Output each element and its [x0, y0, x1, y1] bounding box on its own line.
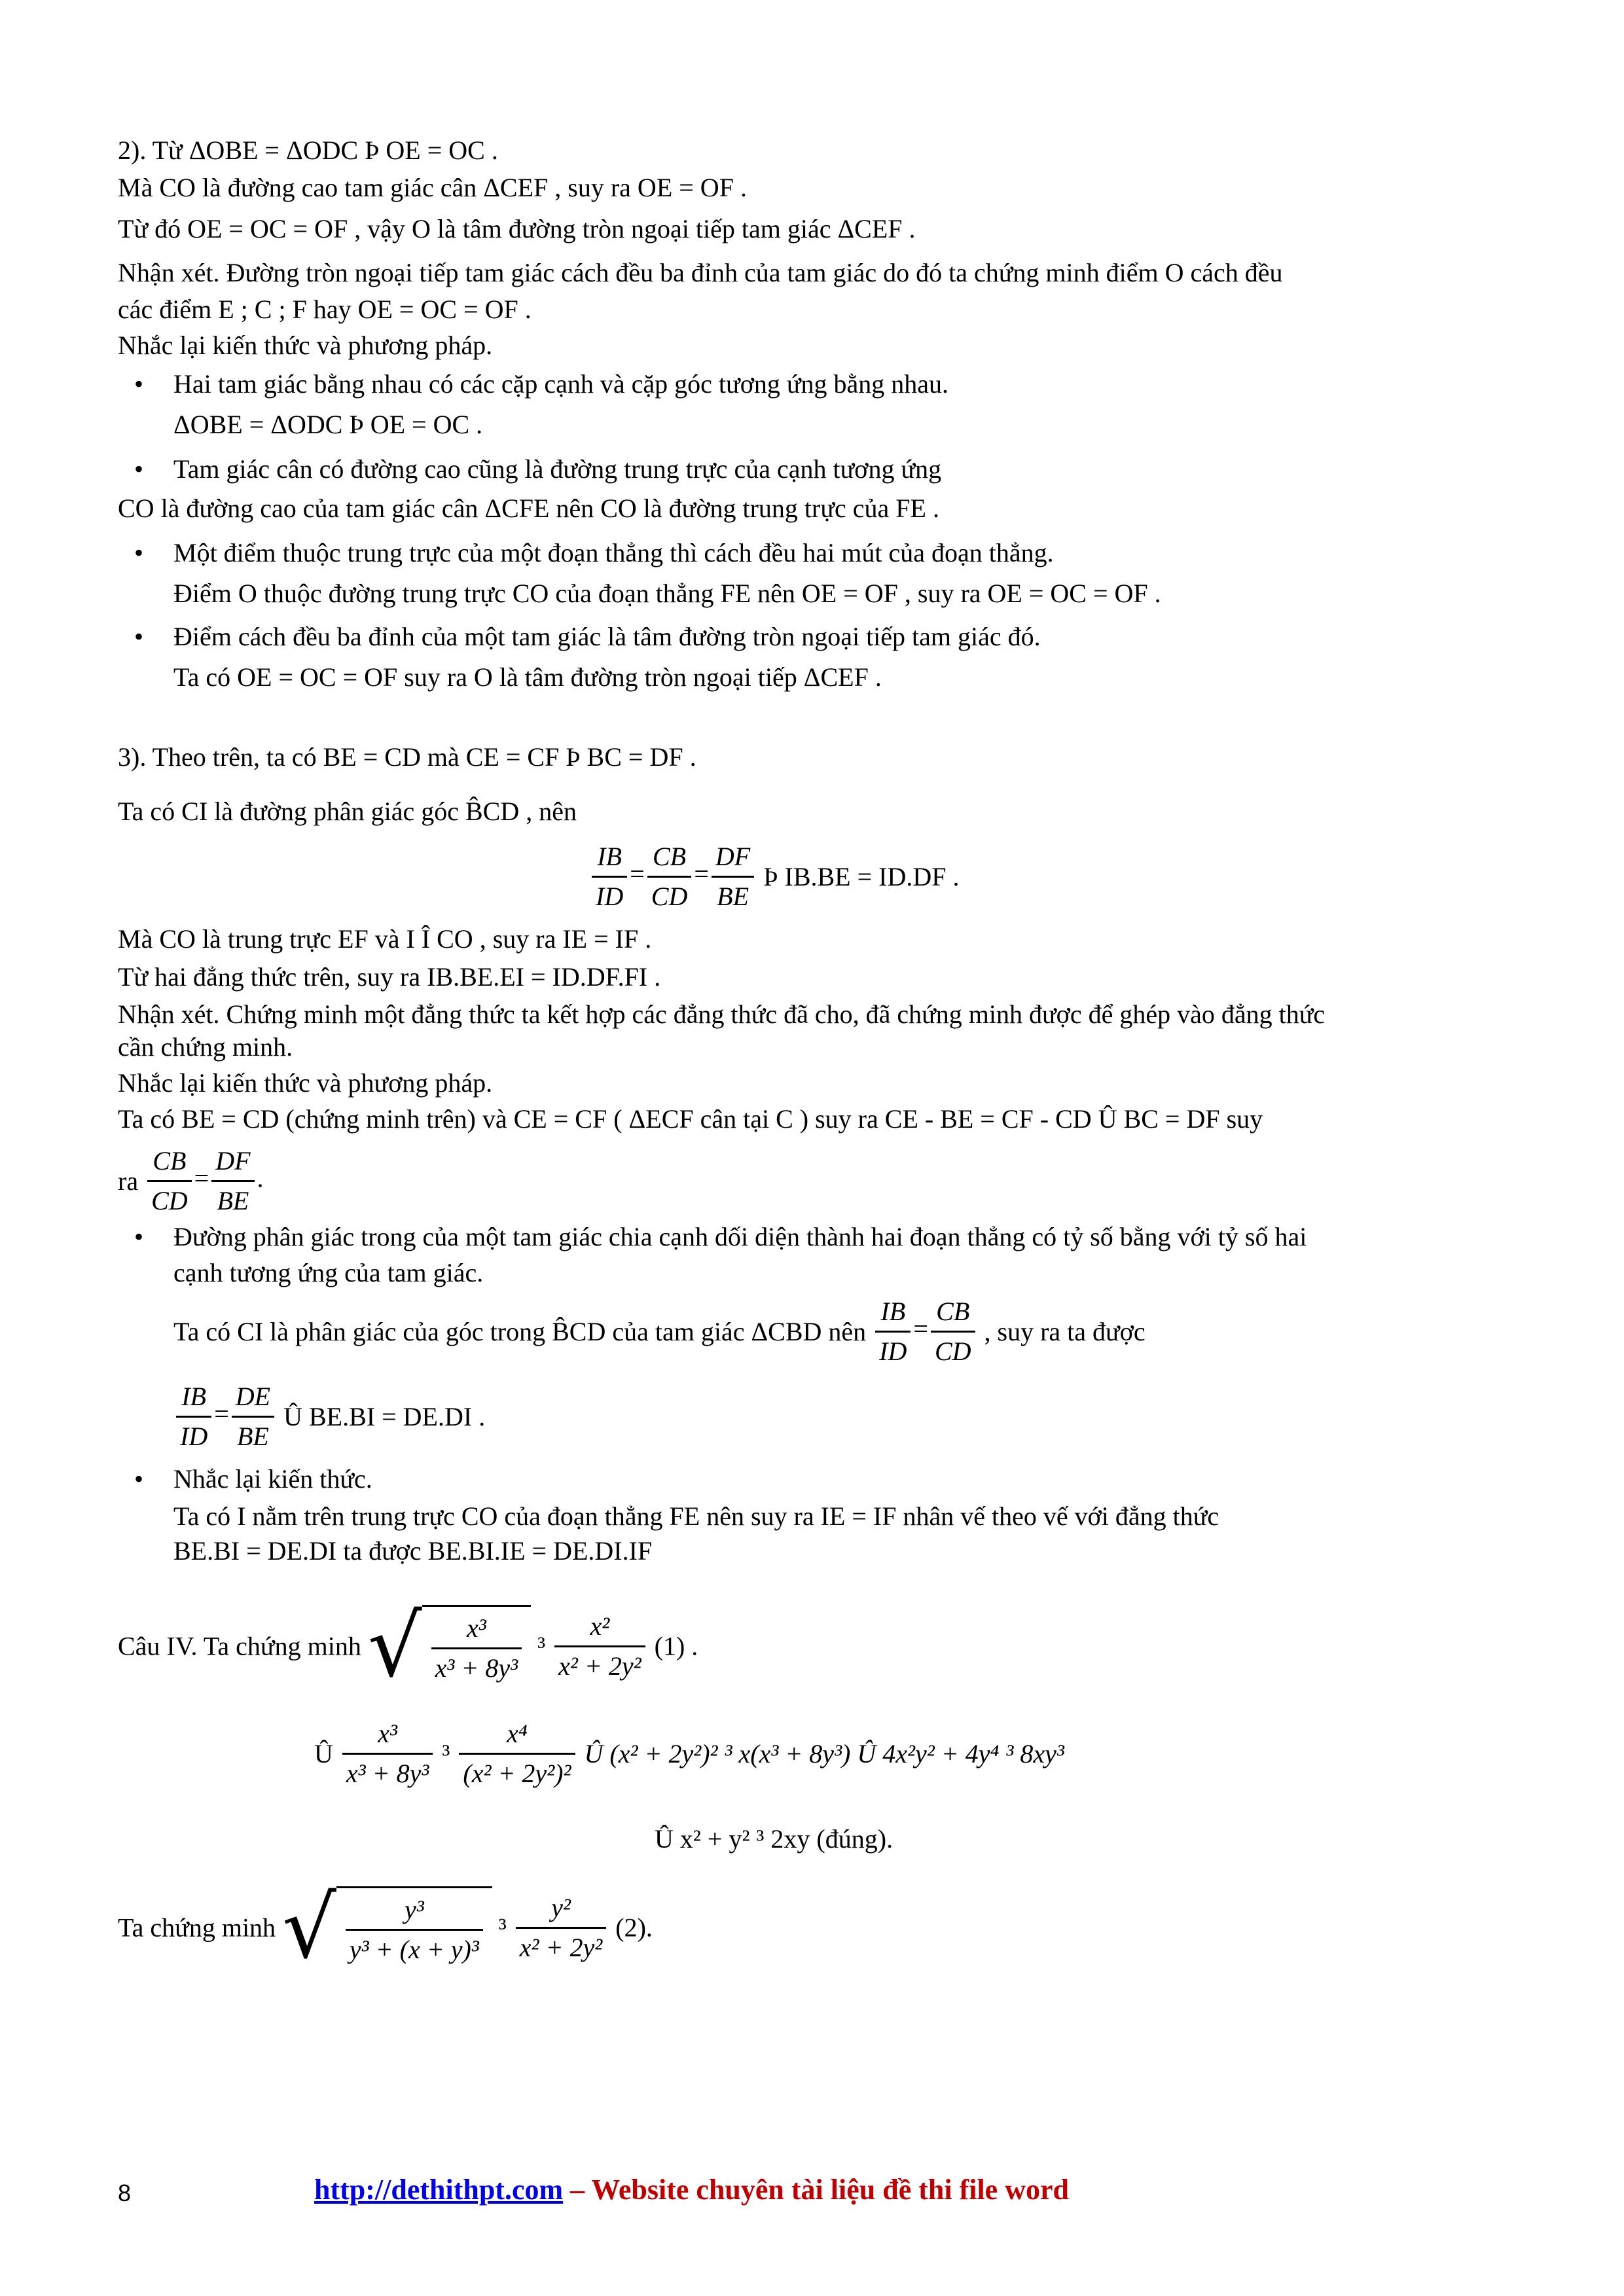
text-line: Nhắc lại kiến thức và phương pháp. [118, 331, 493, 360]
text-line: Điểm cách đều ba đỉnh của một tam giác là tâm đường tròn ngoại tiếp tam giác đó. [173, 622, 1041, 651]
equation-line: Câu IV. Ta chứng minh √ $\frac{\text{x³}}{\text{x³ + 8y³}}$ ³ $\frac{\text{x²}}{\text{x² + 2y²}}$ (1) . [118, 1596, 698, 1696]
text-line: Từ hai đẳng thức trên, suy ra IB.BE.EI = ID.DF.FI . [118, 962, 661, 992]
text-line: CO là đường cao của tam giác cân ΔCFE nên CO là đường trung trực của FE . [118, 493, 939, 523]
text-line: Nhắc lại kiến thức và phương pháp. [118, 1068, 493, 1098]
bullet-icon: • [134, 1222, 144, 1251]
text-line: Đường phân giác trong của một tam giác chia cạnh dối diện thành hai đoạn thẳng có tỷ số bằng với tỷ số hai [173, 1222, 1307, 1251]
text-line: cạnh tương ứng của tam giác. [173, 1258, 484, 1287]
text-line: cần chứng minh. [118, 1032, 293, 1062]
bullet-icon: • [134, 454, 144, 484]
text-line: Û x² + y² ³ 2xy (đúng). [655, 1824, 893, 1854]
text-line: 3). Theo trên, ta có BE = CD mà CE = CF Þ BC = DF . [118, 742, 696, 772]
equation-line: $\frac{IB}{ID}$ = $\frac{DE}{BE}$ Û BE.BI = DE.DI . [173, 1378, 485, 1456]
footer-tagline: – Website chuyên tài liệu đề thi file word [563, 2174, 1069, 2206]
text-line: Nhận xét. Chứng minh một đẳng thức ta kết hợp các đẳng thức đã cho, đã chứng minh được để ghép vào đẳng thức [118, 999, 1326, 1029]
text-line: Nhắc lại kiến thức. [173, 1464, 372, 1494]
text-line: Ta có I nằm trên trung trực CO của đoạn thẳng FE nên suy ra IE = IF nhân vế theo vế với đẳng thức [173, 1501, 1219, 1531]
bullet-icon: • [134, 369, 144, 399]
equation-ratio: $\frac{IB}{ID}$ = $\frac{CB}{CD}$ = $\frac{DF}{BE}$ Þ IB.BE = ID.DF . [589, 838, 960, 916]
equation-line: Û $\frac{\text{x³}}{\text{x³ + 8y³}}$ ³ $\frac{\text{x⁴}}{\text{(x² + 2y²)²}}$ Û (x² + 2y²)² ³ x(x³ + 8y³) Û 4x²y² + 4y⁴ ³ 8xy³ [314, 1715, 1064, 1793]
text-line: 2). Từ ΔOBE = ΔODC Þ OE = OC . [118, 135, 498, 165]
text-line: Tam giác cân có đường cao cũng là đường trung trực của cạnh tương ứng [173, 454, 942, 484]
text-line: các điểm E ; C ; F hay OE = OC = OF . [118, 295, 532, 324]
text-line: BE.BI = DE.DI ta được BE.BI.IE = DE.DI.IF [173, 1536, 653, 1566]
text-line: Từ đó OE = OC = OF , vậy O là tâm đường tròn ngoại tiếp tam giác ΔCEF . [118, 214, 916, 243]
text-line: ΔOBE = ΔODC Þ OE = OC . [173, 410, 483, 439]
equation-ratio: ra $\frac{CB}{CD}$ = $\frac{DF}{BE}$ . [118, 1142, 264, 1220]
text-line: Mà CO là trung trực EF và I Î CO , suy ra IE = IF . [118, 924, 652, 954]
text-line: Nhận xét. Đường tròn ngoại tiếp tam giác cách đều ba đỉnh của tam giác do đó ta chứng minh điểm O cách đều [118, 258, 1283, 287]
text-line: Ta có OE = OC = OF suy ra O là tâm đường tròn ngoại tiếp ΔCEF . [173, 662, 882, 692]
bullet-icon: • [134, 1464, 144, 1494]
equation-line: Ta có CI là phân giác của góc trong B̂CD của tam giác ΔCBD nên $\frac{IB}{ID}$ = $\frac{CB}{CD}$ , suy ra ta được [173, 1293, 1146, 1371]
text-line: Ta có BE = CD (chứng minh trên) và CE = CF ( ΔECF cân tại C ) suy ra CE - BE = CF - CD Û BC = DF suy [118, 1104, 1263, 1134]
text-line: Ta có CI là đường phân giác góc B̂CD , nên [118, 797, 577, 826]
text-line: Mà CO là đường cao tam giác cân ΔCEF , suy ra OE = OF . [118, 173, 747, 202]
bullet-icon: • [134, 622, 144, 651]
website-link[interactable]: http://dethithpt.com [314, 2174, 564, 2206]
footer-banner [314, 2173, 1069, 2206]
bullet-icon: • [134, 538, 144, 567]
equation-line: Ta chứng minh √ $\frac{\text{y³}}{\text{y³ + (x + y)³}}$ ³ $\frac{\text{y²}}{\text{x² + 2y²}}$ (2). [118, 1878, 653, 1977]
text-line: Điểm O thuộc đường trung trực CO của đoạn thẳng FE nên OE = OF , suy ra OE = OC = OF . [173, 579, 1161, 608]
text-line: Một điểm thuộc trung trực của một đoạn thẳng thì cách đều hai mút của đoạn thẳng. [173, 538, 1054, 567]
text-line: Hai tam giác bằng nhau có các cặp cạnh và cặp góc tương ứng bằng nhau. [173, 369, 949, 399]
page-number: 8 [118, 2179, 132, 2206]
